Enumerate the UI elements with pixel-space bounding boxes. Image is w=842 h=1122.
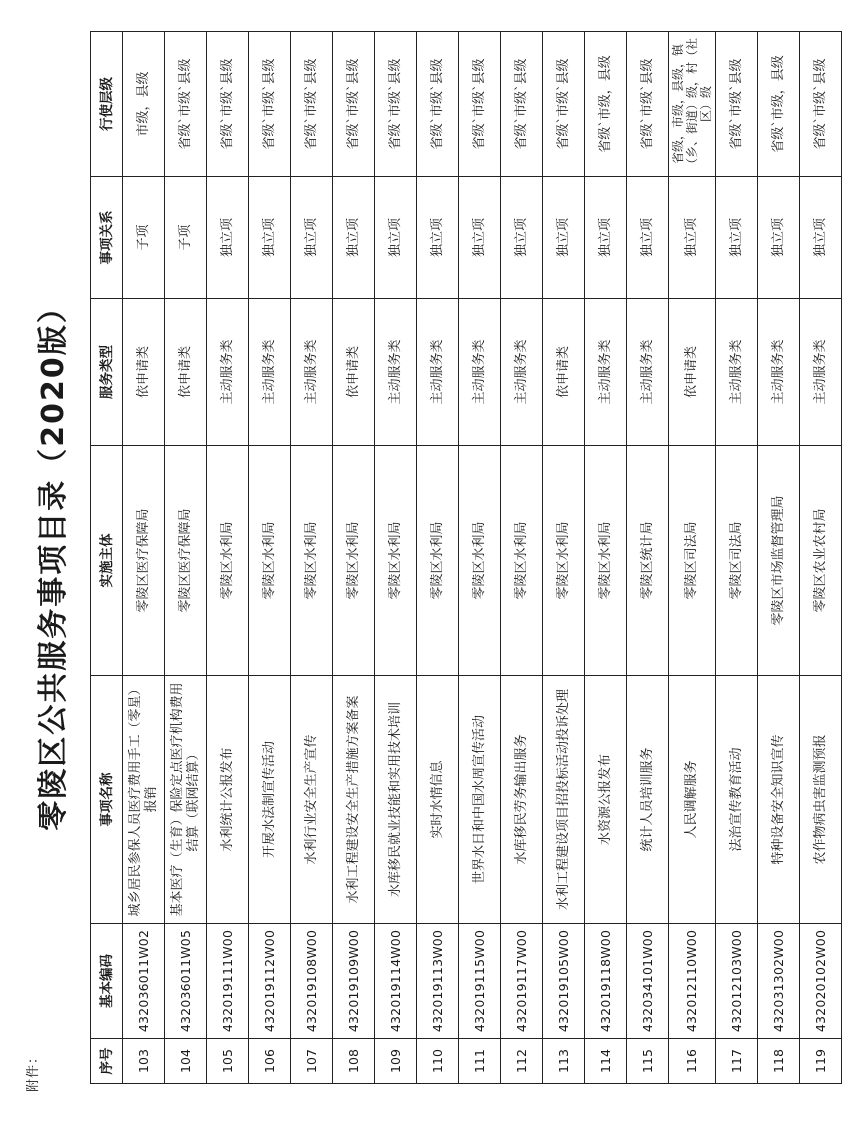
cell-relation: 独立项 — [375, 177, 417, 299]
cell-no: 111 — [459, 1039, 501, 1084]
cell-code: 432019115W00 — [459, 924, 501, 1039]
column-header-type: 服务类型 — [91, 299, 123, 446]
table-row — [669, 32, 716, 1084]
cell-org: 零陵区医疗保障局 — [165, 446, 207, 676]
cell-level: 省级`市级，县级 — [585, 32, 627, 177]
cell-level: 省级`市级`县级 — [207, 32, 249, 177]
cell-org: 零陵区市场监督管理局 — [758, 446, 800, 676]
cell-relation: 独立项 — [291, 177, 333, 299]
cell-name: 法治宣传教育活动 — [716, 676, 758, 924]
cell-code: 432012110W00 — [669, 924, 716, 1039]
cell-org: 零陵区司法局 — [669, 446, 716, 676]
table-row — [375, 32, 417, 1084]
cell-level: 市级，县级 — [123, 32, 165, 177]
cell-level: 省级`市级`县级 — [459, 32, 501, 177]
cell-no: 107 — [291, 1039, 333, 1084]
page-title: 零陵区公共服务事项目录（2020版） — [36, 291, 71, 831]
cell-no: 112 — [501, 1039, 543, 1084]
cell-relation: 独立项 — [333, 177, 375, 299]
cell-relation: 独立项 — [716, 177, 758, 299]
cell-type: 主动服务类 — [249, 299, 291, 446]
cell-type: 主动服务类 — [375, 299, 417, 446]
table-row — [627, 32, 669, 1084]
cell-no: 109 — [375, 1039, 417, 1084]
cell-level: 省级`市级`县级 — [716, 32, 758, 177]
cell-level: 省级`市级`县级 — [417, 32, 459, 177]
cell-code: 432019113W00 — [417, 924, 459, 1039]
cell-level: 省级`市级`县级 — [543, 32, 585, 177]
column-header-level: 行使层级 — [91, 32, 123, 177]
cell-type: 主动服务类 — [417, 299, 459, 446]
cell-org: 零陵区司法局 — [716, 446, 758, 676]
cell-relation: 子项 — [123, 177, 165, 299]
cell-org: 零陵区农业农村局 — [800, 446, 842, 676]
table-row — [249, 32, 291, 1084]
cell-no: 108 — [333, 1039, 375, 1084]
table-row — [543, 32, 585, 1084]
cell-name: 水利工程建设安全生产措施方案备案 — [333, 676, 375, 924]
cell-code: 432019108W00 — [291, 924, 333, 1039]
cell-code: 432019112W00 — [249, 924, 291, 1039]
table-row — [758, 32, 800, 1084]
cell-relation: 独立项 — [543, 177, 585, 299]
cell-name: 人民调解服务 — [669, 676, 716, 924]
cell-level: 省级`市级`县级 — [375, 32, 417, 177]
cell-code: 432034101W00 — [627, 924, 669, 1039]
cell-code: 432019111W00 — [207, 924, 249, 1039]
cell-code: 432020102W00 — [800, 924, 842, 1039]
table-row — [800, 32, 842, 1084]
cell-relation: 独立项 — [627, 177, 669, 299]
cell-relation: 子项 — [165, 177, 207, 299]
cell-no: 118 — [758, 1039, 800, 1084]
table-row — [333, 32, 375, 1084]
cell-code: 432031302W00 — [758, 924, 800, 1039]
cell-no: 117 — [716, 1039, 758, 1084]
cell-org: 零陵区水利局 — [417, 446, 459, 676]
table-row — [417, 32, 459, 1084]
cell-no: 119 — [800, 1039, 842, 1084]
cell-org: 零陵区医疗保障局 — [123, 446, 165, 676]
cell-type: 主动服务类 — [585, 299, 627, 446]
cell-no: 105 — [207, 1039, 249, 1084]
cell-code: 432019109W00 — [333, 924, 375, 1039]
cell-org: 零陵区水利局 — [333, 446, 375, 676]
attachment-label: 附件： — [26, 1049, 41, 1092]
cell-name: 开展水法制宣传活动 — [249, 676, 291, 924]
cell-name: 水利行业安全生产宣传 — [291, 676, 333, 924]
service-catalog-table — [90, 31, 842, 1084]
table-body — [123, 32, 842, 1084]
cell-relation: 独立项 — [501, 177, 543, 299]
cell-level: 省级`市级`县级 — [501, 32, 543, 177]
table-row — [291, 32, 333, 1084]
column-header-relation: 事项关系 — [91, 177, 123, 299]
cell-no: 113 — [543, 1039, 585, 1084]
cell-org: 零陵区统计局 — [627, 446, 669, 676]
cell-name: 水利统计公报发布 — [207, 676, 249, 924]
cell-relation: 独立项 — [249, 177, 291, 299]
cell-name: 统计人员培训服务 — [627, 676, 669, 924]
cell-type: 依申请类 — [543, 299, 585, 446]
cell-org: 零陵区水利局 — [543, 446, 585, 676]
cell-name: 农作物病虫害监测预报 — [800, 676, 842, 924]
cell-no: 115 — [627, 1039, 669, 1084]
cell-org: 零陵区水利局 — [459, 446, 501, 676]
cell-type: 依申请类 — [333, 299, 375, 446]
table-row — [585, 32, 627, 1084]
cell-name: 水资源公报发布 — [585, 676, 627, 924]
cell-no: 104 — [165, 1039, 207, 1084]
cell-relation: 独立项 — [459, 177, 501, 299]
cell-org: 零陵区水利局 — [585, 446, 627, 676]
cell-level: 省级`市级`县级 — [249, 32, 291, 177]
table-row — [716, 32, 758, 1084]
cell-code: 432036011W05 — [165, 924, 207, 1039]
cell-relation: 独立项 — [669, 177, 716, 299]
cell-level: 省级`市级`县级 — [800, 32, 842, 177]
cell-code: 432012103W00 — [716, 924, 758, 1039]
cell-name: 城乡居民参保人员医疗费用手工（零星）报销 — [123, 676, 165, 924]
column-header-code: 基本编码 — [91, 924, 123, 1039]
cell-relation: 独立项 — [758, 177, 800, 299]
cell-relation: 独立项 — [585, 177, 627, 299]
table-header-row — [91, 32, 123, 1084]
cell-org: 零陵区水利局 — [207, 446, 249, 676]
cell-name: 特种设备安全知识宣传 — [758, 676, 800, 924]
cell-type: 依申请类 — [669, 299, 716, 446]
cell-relation: 独立项 — [417, 177, 459, 299]
cell-no: 116 — [669, 1039, 716, 1084]
cell-name: 基本医疗（生育）保险定点医疗机构费用结算（联网结算） — [165, 676, 207, 924]
cell-org: 零陵区水利局 — [375, 446, 417, 676]
table-row — [459, 32, 501, 1084]
cell-level: 省级`市级`县级 — [627, 32, 669, 177]
cell-type: 主动服务类 — [627, 299, 669, 446]
cell-relation: 独立项 — [207, 177, 249, 299]
cell-code: 432019118W00 — [585, 924, 627, 1039]
cell-type: 依申请类 — [123, 299, 165, 446]
cell-no: 106 — [249, 1039, 291, 1084]
column-header-org: 实施主体 — [91, 446, 123, 676]
table-row — [165, 32, 207, 1084]
cell-name: 水库移民就业技能和实用技术培训 — [375, 676, 417, 924]
cell-type: 主动服务类 — [291, 299, 333, 446]
cell-name: 水利工程建设项目招投标活动投诉处理 — [543, 676, 585, 924]
cell-code: 432036011W02 — [123, 924, 165, 1039]
cell-level: 省级`市级`县级 — [291, 32, 333, 177]
column-header-no: 序号 — [91, 1039, 123, 1084]
cell-code: 432019105W00 — [543, 924, 585, 1039]
cell-code: 432019117W00 — [501, 924, 543, 1039]
cell-org: 零陵区水利局 — [501, 446, 543, 676]
cell-type: 主动服务类 — [716, 299, 758, 446]
cell-level: 省级`市级`县级 — [333, 32, 375, 177]
cell-name: 水库移民劳务输出服务 — [501, 676, 543, 924]
cell-name: 世界水日和中国水周宣传活动 — [459, 676, 501, 924]
cell-level: 省级，市级，县级，镇（乡、街道）级，村（社区）级 — [669, 32, 716, 177]
cell-type: 依申请类 — [165, 299, 207, 446]
cell-level: 省级`市级`县级 — [165, 32, 207, 177]
table-row — [123, 32, 165, 1084]
table-row — [207, 32, 249, 1084]
cell-type: 主动服务类 — [501, 299, 543, 446]
cell-name: 实时水情信息 — [417, 676, 459, 924]
cell-type: 主动服务类 — [800, 299, 842, 446]
cell-no: 103 — [123, 1039, 165, 1084]
cell-code: 432019114W00 — [375, 924, 417, 1039]
table-row — [501, 32, 543, 1084]
cell-org: 零陵区水利局 — [249, 446, 291, 676]
cell-type: 主动服务类 — [459, 299, 501, 446]
cell-no: 114 — [585, 1039, 627, 1084]
cell-org: 零陵区水利局 — [291, 446, 333, 676]
column-header-name: 事项名称 — [91, 676, 123, 924]
cell-type: 主动服务类 — [758, 299, 800, 446]
cell-relation: 独立项 — [800, 177, 842, 299]
cell-type: 主动服务类 — [207, 299, 249, 446]
cell-no: 110 — [417, 1039, 459, 1084]
cell-level: 省级`市级，县级 — [758, 32, 800, 177]
